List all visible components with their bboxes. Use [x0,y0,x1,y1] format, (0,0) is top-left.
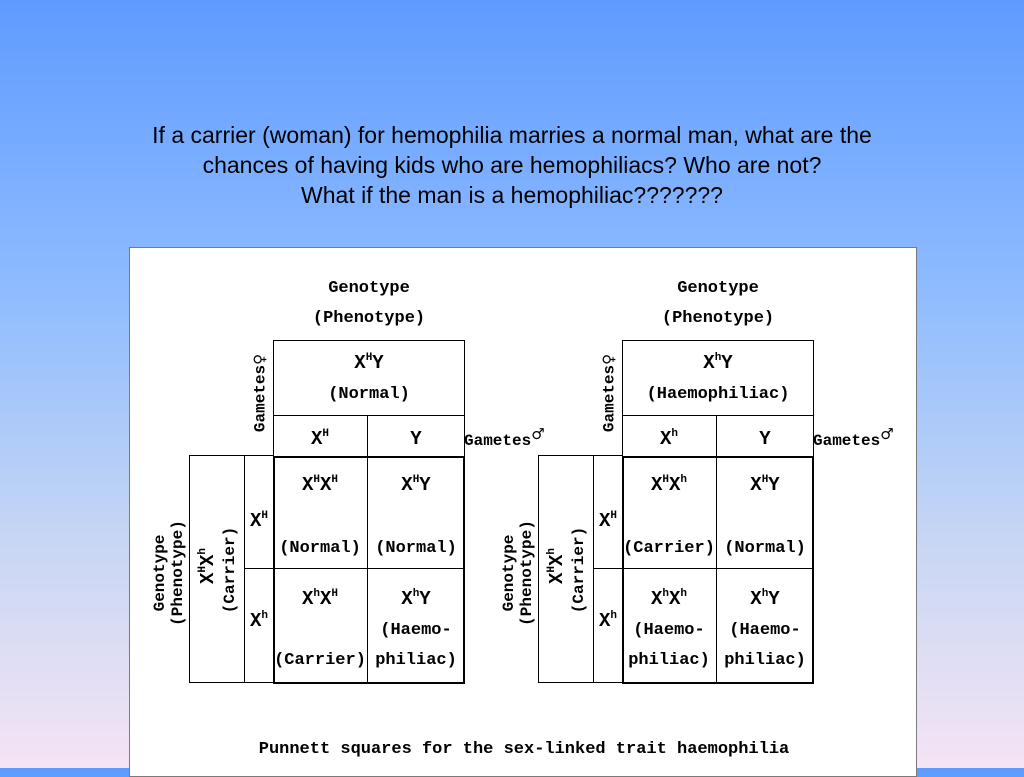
father-gamete-1: $X^h$ [659,428,678,450]
father-genotype: $X^HY$ [354,352,384,374]
father-phenotype: (Haemophiliac) [646,385,790,404]
female-symbol-icon: ♀ [250,353,269,365]
father-genotype: $X^hY$ [703,352,733,374]
offspring-phenotype: (Haemo- philiac) [724,621,806,670]
father-genotype-header: Genotype (Phenotype) [661,279,775,328]
mother-phenotype: (Carrier) [221,526,239,614]
female-gametes-label: Gametes♀ [599,353,619,433]
female-gametes-label: Gametes♀ [250,353,270,433]
question-text [40,120,984,210]
figure-caption: Punnett squares for the sex-linked trait haemophilia [258,740,790,759]
father-phenotype: (Normal) [328,385,410,404]
offspring-phenotype: (Carrier) [274,651,366,670]
offspring-genotype: $X^hX^h$ [650,588,688,610]
offspring-phenotype: (Carrier) [623,539,715,558]
offspring-phenotype: (Haemo- philiac) [628,621,710,670]
mother-gametes-column [244,455,274,683]
mother-genotype-header: Genotype (Phenotype) [500,520,536,626]
offspring-genotype: $X^hY$ [401,588,431,610]
punnett-figure [129,247,917,777]
male-gametes-label: Gametes♂ [464,425,545,450]
question-line-3: What if the man is a hemophiliac??????? [301,182,723,208]
female-symbol-icon: ♀ [599,353,618,365]
offspring-genotype: $X^HY$ [750,474,780,496]
mother-gametes-column [593,455,623,683]
offspring-phenotype: (Haemo- philiac) [375,621,457,670]
offspring-genotype: $X^HY$ [401,474,431,496]
mother-gamete-1: $X^H$ [249,510,268,532]
offspring-phenotype: (Normal) [279,539,361,558]
mother-gamete-2: $X^h$ [249,610,268,632]
offspring-phenotype: (Normal) [724,539,806,558]
question-line-2: chances of having kids who are hemophiliacs? Who are not? [202,152,822,178]
offspring-genotype: $X^HX^H$ [301,474,339,496]
father-gamete-2: Y [410,428,422,450]
male-symbol-icon: ♂ [531,425,545,443]
mother-gamete-1: $X^H$ [598,510,617,532]
mother-phenotype: (Carrier) [570,526,588,614]
offspring-phenotype: (Normal) [375,539,457,558]
father-gamete-1: $X^H$ [310,428,329,450]
offspring-genotype: $X^hX^H$ [301,588,339,610]
offspring-genotype: $X^hY$ [750,588,780,610]
mother-genotype: $X^HX^h$ [546,547,568,585]
mother-gamete-2: $X^h$ [598,610,617,632]
question-line-1: If a carrier (woman) for hemophilia marries a normal man, what are the [152,122,872,148]
mother-genotype: $X^HX^h$ [197,547,219,585]
mother-genotype-header: Genotype (Phenotype) [151,520,187,626]
male-gametes-label: Gametes♂ [813,425,894,450]
father-gamete-2: Y [759,428,771,450]
father-genotype-header: Genotype (Phenotype) [312,279,426,328]
male-symbol-icon: ♂ [880,425,894,443]
offspring-genotype: $X^HX^h$ [650,474,688,496]
